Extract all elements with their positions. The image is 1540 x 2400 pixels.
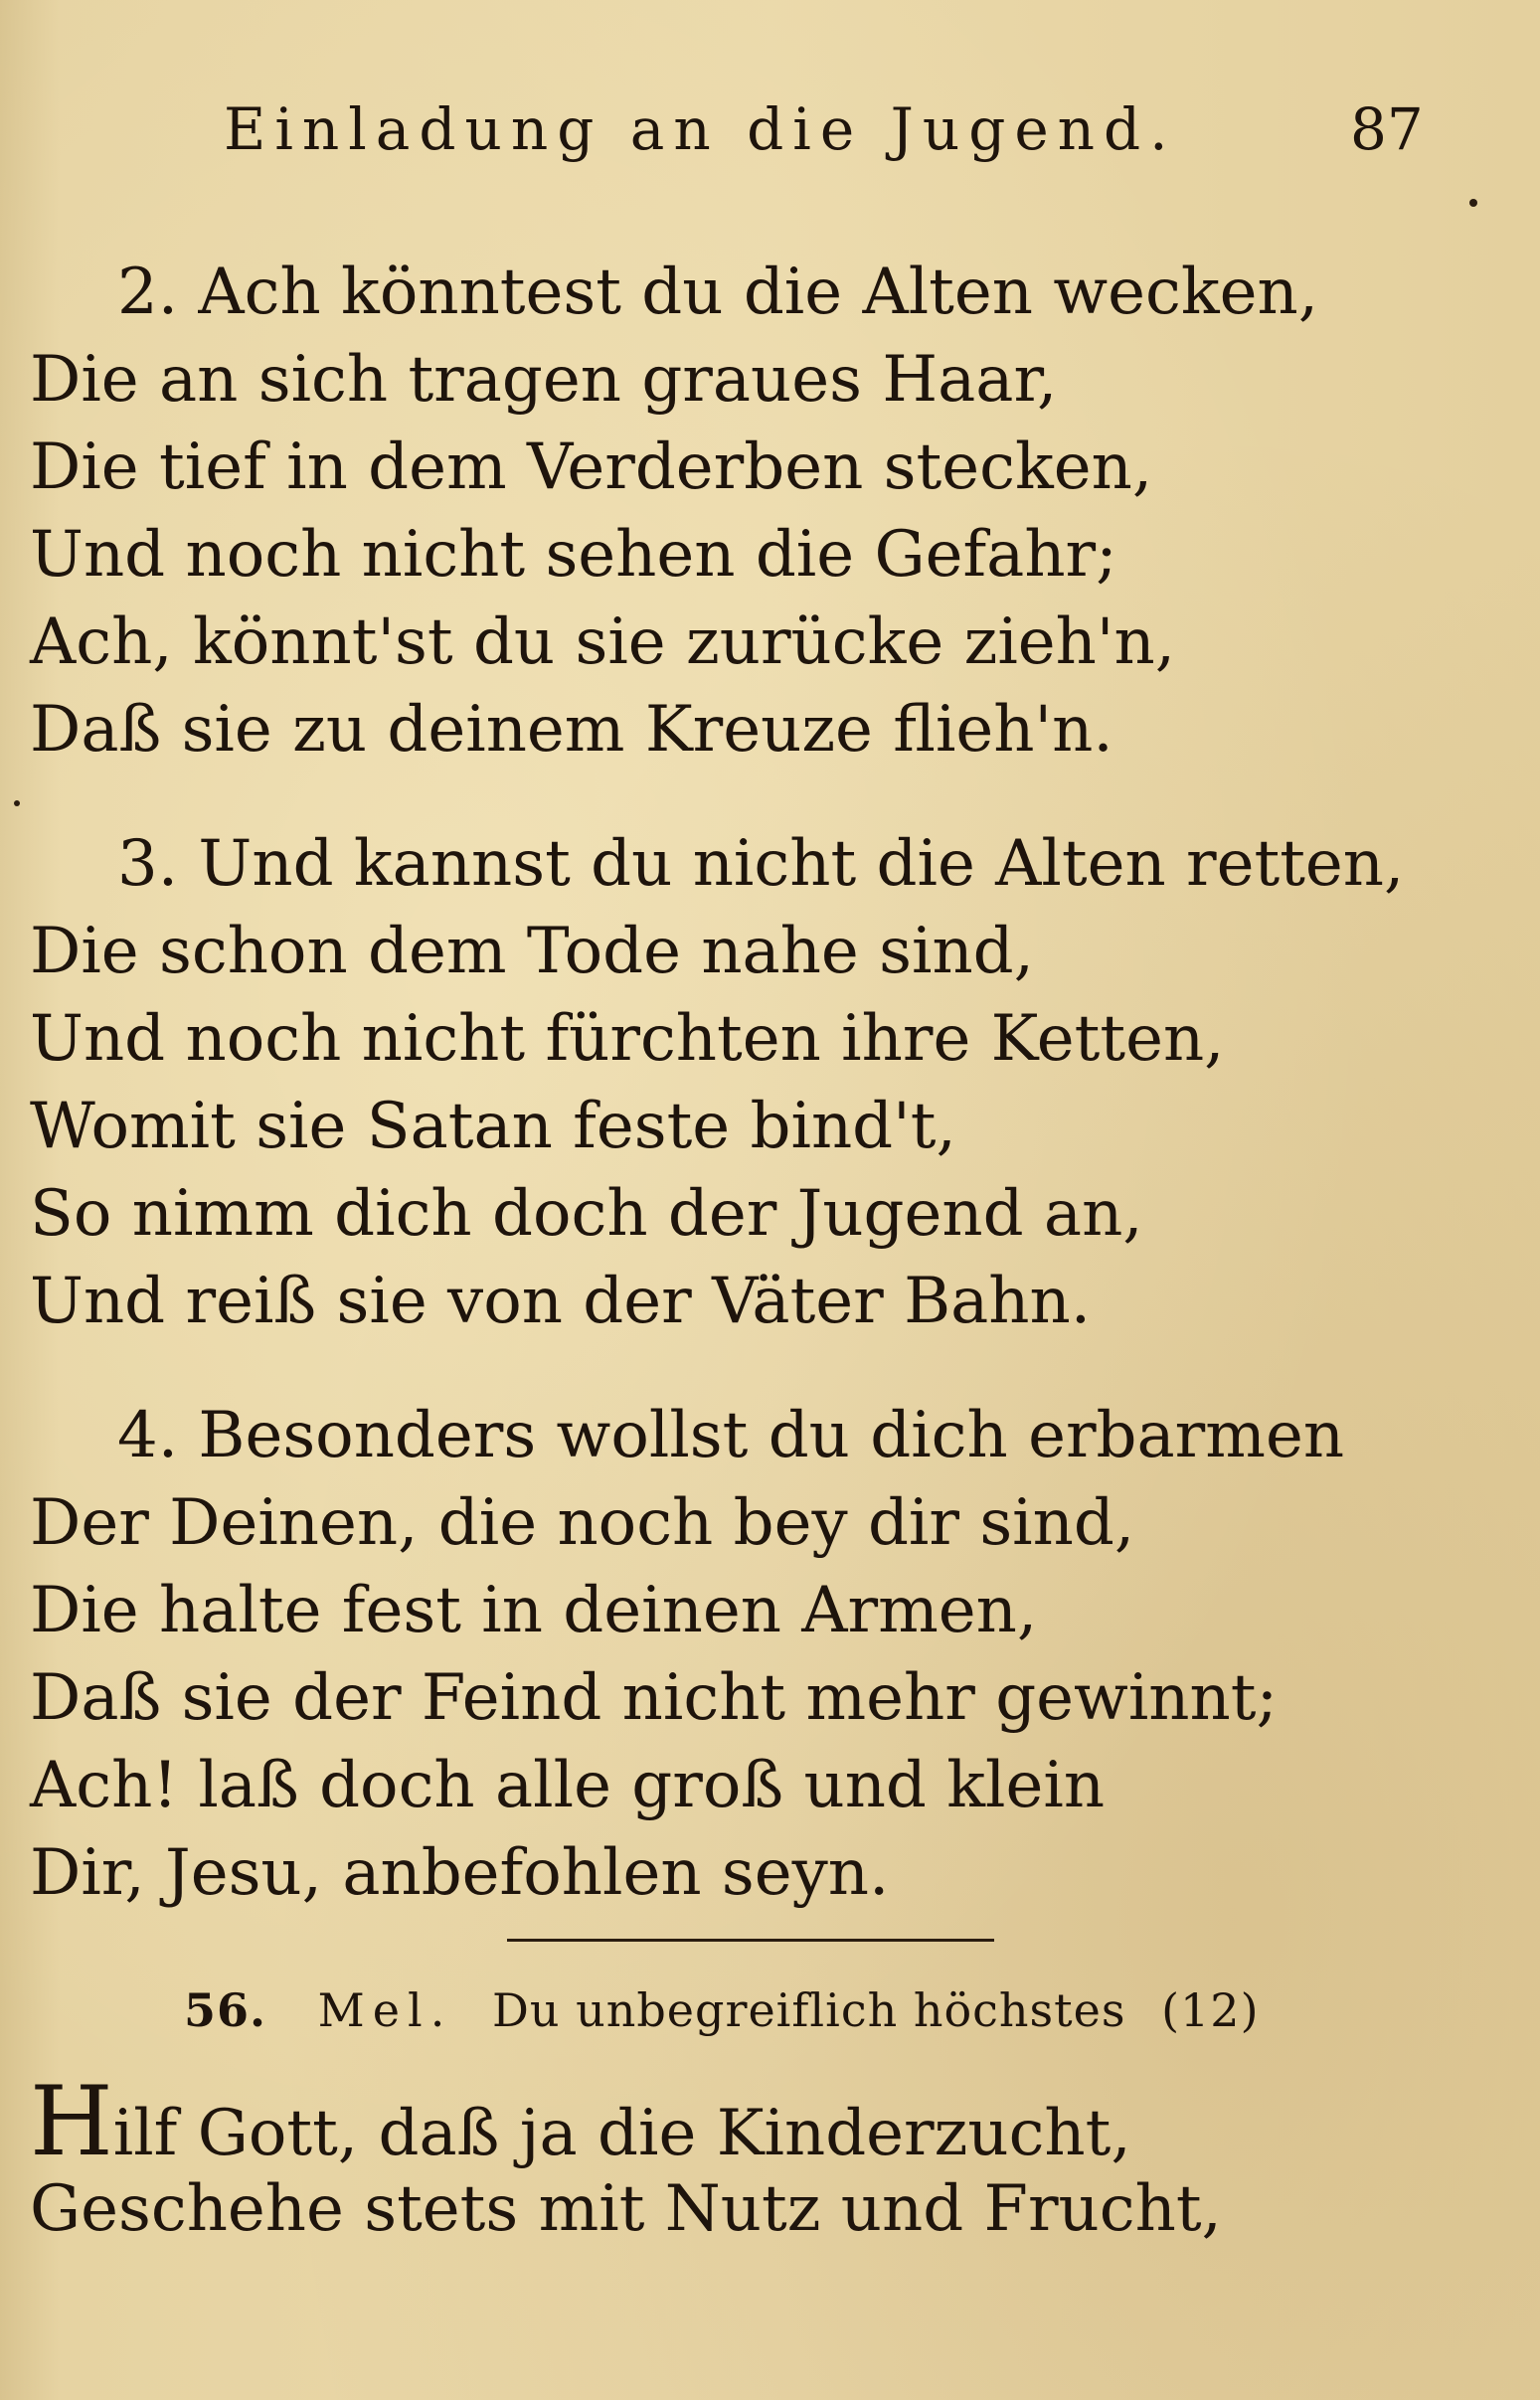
page-number: 87 <box>1350 95 1424 163</box>
verse-line: Die an sich tragen graues Haar, <box>30 343 1058 417</box>
tune-reference: (12) <box>1161 1983 1260 2037</box>
verse-3 <box>30 820 1501 1345</box>
hymn-heading <box>184 1983 1260 2037</box>
ink-speck <box>14 800 20 806</box>
verse-line: Ach! laß doch alle groß und klein <box>30 1749 1106 1822</box>
ink-speck <box>1469 199 1477 207</box>
verse-line: Ach, könnt'st du sie zurücke zieh'n, <box>30 605 1176 679</box>
verse-4 <box>30 1392 1501 1917</box>
melody-label: Mel. <box>317 1983 453 2037</box>
verse-line: 4. Besonders wollst du dich erbarmen <box>117 1399 1345 1472</box>
verse-line: 2. Ach könntest du die Alten wecken, <box>117 256 1319 329</box>
verse-2 <box>30 249 1501 773</box>
verse-line: Die schon dem Tode nahe sind, <box>30 915 1034 988</box>
verse-line: Der Deinen, die noch bey dir sind, <box>30 1486 1135 1560</box>
section-divider <box>507 1939 994 1942</box>
verse-line: Die halte fest in deinen Armen, <box>30 1574 1038 1647</box>
verse-line: Geschehe stets mit Nutz und Frucht, <box>30 2172 1222 2246</box>
verse-line: Und noch nicht fürchten ihre Ketten, <box>30 1002 1225 1076</box>
hymn-number: 56. <box>184 1983 267 2037</box>
verse-line: Womit sie Satan feste bind't, <box>30 1090 956 1163</box>
verse-line: Daß sie der Feind nicht mehr gewinnt; <box>30 1661 1278 1735</box>
verse-line: 3. Und kannst du nicht die Alten retten, <box>117 827 1405 901</box>
hymn-verse-1 <box>30 2066 1501 2253</box>
verse-line: Dir, Jesu, anbefohlen seyn. <box>30 1836 890 1910</box>
verse-line: Hilf Gott, daß ja die Kinderzucht, <box>30 2066 1131 2177</box>
page-header <box>0 95 1540 185</box>
verse-line: Und noch nicht sehen die Gefahr; <box>30 518 1117 592</box>
verse-line: So nimm dich doch der Jugend an, <box>30 1177 1143 1251</box>
running-title: Einladung an die Jugend. <box>224 95 1177 163</box>
tune-name: Du unbegreiflich höchstes <box>491 1983 1126 2037</box>
verse-line: Daß sie zu deinem Kreuze flieh'n. <box>30 693 1113 767</box>
verse-line: Die tief in dem Verderben stecken, <box>30 430 1153 504</box>
verse-line: Und reiß sie von der Väter Bahn. <box>30 1265 1092 1338</box>
